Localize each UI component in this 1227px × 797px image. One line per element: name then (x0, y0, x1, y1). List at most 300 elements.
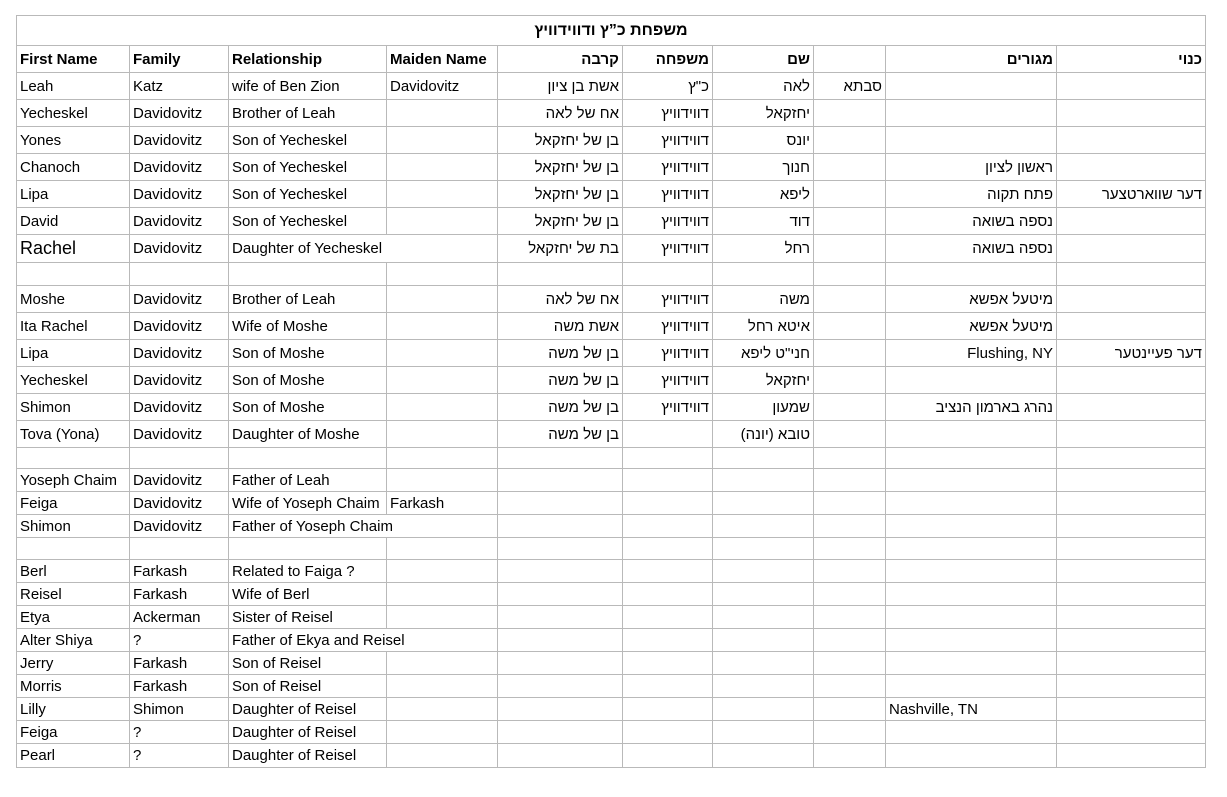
cell-first-name: Lipa (17, 181, 130, 207)
cell-family (130, 448, 229, 468)
cell-kirva (498, 698, 623, 720)
cell-shem (713, 469, 814, 491)
cell-maiden-name (387, 538, 498, 559)
cell-kinui (1057, 606, 1205, 628)
cell-kirva (498, 652, 623, 674)
table-row (17, 313, 1205, 340)
cell-kinui (1057, 721, 1205, 743)
cell-relationship: Son of Yecheskel (229, 154, 387, 180)
cell-kirva: בן של משה (498, 340, 623, 366)
cell-megurim (886, 629, 1057, 651)
cell-maiden-name (387, 698, 498, 720)
cell-kirva: בן של משה (498, 367, 623, 393)
cell-tag (814, 721, 886, 743)
header-row (17, 46, 1205, 73)
cell-relationship: wife of Ben Zion (229, 73, 387, 99)
cell-kirva: בן של משה (498, 394, 623, 420)
cell-megurim: נהרג בארמון הנציב (886, 394, 1057, 420)
header-cell-kirva: קרבה (498, 46, 623, 72)
cell-kinui (1057, 313, 1205, 339)
cell-shem (713, 629, 814, 651)
separator-row (17, 448, 1205, 469)
cell-relationship (229, 538, 387, 559)
cell-first-name: Feiga (17, 492, 130, 514)
header-cell-family: Family (130, 46, 229, 72)
header-cell-kinui: כנוי (1178, 50, 1202, 68)
cell-megurim: נספה בשואה (886, 235, 1057, 262)
cell-maiden-name (387, 340, 498, 366)
cell-shem (713, 560, 814, 582)
cell-megurim (886, 515, 1057, 537)
cell-kinui (1057, 583, 1205, 605)
cell-kinui (1057, 629, 1205, 651)
cell-kinui (1057, 367, 1205, 393)
cell-family: Davidovitz (130, 208, 229, 234)
cell-relationship: Wife of Berl (229, 583, 387, 605)
cell-shem: דוד (713, 208, 814, 234)
cell-maiden-name (387, 367, 498, 393)
cell-family: Farkash (130, 583, 229, 605)
cell-relationship: Son of Moshe (229, 367, 387, 393)
table-row (17, 181, 1205, 208)
cell-megurim (886, 73, 1057, 99)
cell-maiden-name (387, 606, 498, 628)
cell-family: Davidovitz (130, 154, 229, 180)
cell-first-name: Lilly (17, 698, 130, 720)
cell-megurim (886, 652, 1057, 674)
cell-relationship: Son of Moshe (229, 340, 387, 366)
cell-relationship: Son of Reisel (229, 675, 387, 697)
cell-tag (814, 652, 886, 674)
cell-maiden-name (387, 286, 498, 312)
cell-megurim (886, 100, 1057, 126)
cell-mishpacha: דווידוויץ (623, 235, 713, 262)
cell-mishpacha (623, 629, 713, 651)
cell-maiden-name (387, 560, 498, 582)
cell-family: Shimon (130, 698, 229, 720)
cell-mishpacha (623, 560, 713, 582)
cell-shem (713, 538, 814, 559)
cell-first-name: Reisel (17, 583, 130, 605)
table-row (17, 208, 1205, 235)
cell-shem (713, 263, 814, 285)
cell-kinui (1057, 560, 1205, 582)
cell-family: Farkash (130, 560, 229, 582)
cell-mishpacha (623, 538, 713, 559)
table-row (17, 100, 1205, 127)
cell-kirva (498, 448, 623, 468)
cell-relationship: Daughter of Reisel (229, 721, 387, 743)
cell-tag (814, 367, 886, 393)
cell-tag (814, 560, 886, 582)
cell-megurim: Nashville, TN (886, 698, 1057, 720)
cell-kirva: אח של לאה (498, 100, 623, 126)
cell-first-name (17, 263, 130, 285)
cell-kirva: בן של יחזקאל (498, 181, 623, 207)
cell-maiden-name (387, 181, 498, 207)
cell-kinui (1057, 652, 1205, 674)
cell-relationship: Son of Yecheskel (229, 208, 387, 234)
cell-family: Farkash (130, 652, 229, 674)
table-row (17, 154, 1205, 181)
table-title: משפחת כ”ץ ודווידוויץ (534, 21, 688, 39)
cell-kinui (1057, 492, 1205, 514)
cell-first-name: Leah (17, 73, 130, 99)
cell-kirva: אשת בן ציון (498, 73, 623, 99)
cell-megurim: ראשון לציון (886, 154, 1057, 180)
cell-maiden-name (387, 394, 498, 420)
table-row (17, 492, 1205, 515)
table-row (17, 721, 1205, 744)
cell-mishpacha: דווידוויץ (623, 340, 713, 366)
cell-shem (713, 492, 814, 514)
cell-tag (814, 448, 886, 468)
cell-relationship (229, 263, 387, 285)
cell-family: Davidovitz (130, 340, 229, 366)
cell-kirva: אשת משה (498, 313, 623, 339)
cell-kirva: בן של יחזקאל (498, 208, 623, 234)
cell-mishpacha: כ"ץ (623, 73, 713, 99)
cell-maiden-name (387, 154, 498, 180)
cell-family (130, 263, 229, 285)
cell-tag (814, 583, 886, 605)
cell-shem (713, 448, 814, 468)
cell-mishpacha: דווידוויץ (623, 181, 713, 207)
table-row (17, 583, 1205, 606)
cell-kinui (1057, 394, 1205, 420)
cell-mishpacha (623, 492, 713, 514)
cell-mishpacha (623, 652, 713, 674)
cell-first-name: Morris (17, 675, 130, 697)
cell-family: Davidovitz (130, 394, 229, 420)
table-row (17, 286, 1205, 313)
cell-family: Davidovitz (130, 492, 229, 514)
cell-mishpacha (623, 448, 713, 468)
cell-mishpacha: דווידוויץ (623, 154, 713, 180)
cell-mishpacha (623, 263, 713, 285)
cell-megurim (886, 538, 1057, 559)
cell-shem (713, 675, 814, 697)
header-cell-first-name: First Name (17, 46, 130, 72)
cell-maiden-name (387, 263, 498, 285)
table-row (17, 629, 1205, 652)
cell-first-name: Ita Rachel (17, 313, 130, 339)
cell-mishpacha (623, 469, 713, 491)
cell-family: Davidovitz (130, 367, 229, 393)
cell-family: Davidovitz (130, 515, 229, 537)
cell-shem (713, 515, 814, 537)
table-row (17, 698, 1205, 721)
cell-kirva (498, 263, 623, 285)
cell-kinui (1057, 675, 1205, 697)
cell-kirva (498, 560, 623, 582)
header-cell-tag (814, 46, 886, 72)
cell-mishpacha (623, 583, 713, 605)
cell-mishpacha (623, 698, 713, 720)
header-cell-relationship: Relationship (229, 46, 387, 72)
cell-first-name: Rachel (17, 235, 130, 262)
cell-kinui (1057, 515, 1205, 537)
cell-family: Farkash (130, 675, 229, 697)
cell-maiden-name (387, 448, 498, 468)
cell-relationship: Brother of Leah (229, 286, 387, 312)
table-row (17, 127, 1205, 154)
cell-maiden-name (387, 100, 498, 126)
header-cell-shem: שם (713, 46, 814, 72)
cell-shem: טובא (יונה) (713, 421, 814, 447)
cell-family: Davidovitz (130, 469, 229, 491)
cell-maiden-name (387, 583, 498, 605)
cell-shem: יחזקאל (713, 100, 814, 126)
cell-mishpacha (623, 721, 713, 743)
cell-relationship: Father of Leah (229, 469, 387, 491)
cell-maiden-name (387, 469, 498, 491)
table-row (17, 606, 1205, 629)
cell-tag (814, 313, 886, 339)
cell-kinui (1057, 73, 1205, 99)
cell-shem (713, 721, 814, 743)
table-row (17, 560, 1205, 583)
cell-shem: ליפא (713, 181, 814, 207)
cell-relationship: Daughter of Reisel (229, 698, 387, 720)
cell-relationship: Son of Reisel (229, 652, 387, 674)
cell-relationship: Sister of Reisel (229, 606, 387, 628)
cell-shem: חנוך (713, 154, 814, 180)
header-cell-mishpacha: משפחה (623, 46, 713, 72)
cell-mishpacha: דווידוויץ (623, 208, 713, 234)
cell-relationship (229, 448, 387, 468)
cell-shem (713, 744, 814, 767)
cell-mishpacha: דווידוויץ (623, 286, 713, 312)
cell-kirva: בן של יחזקאל (498, 127, 623, 153)
cell-kinui: דער פעיינטער (1114, 344, 1202, 362)
cell-megurim: נספה בשואה (886, 208, 1057, 234)
cell-maiden-name: Davidovitz (387, 73, 498, 99)
cell-family: Davidovitz (130, 421, 229, 447)
cell-kinui (1057, 744, 1205, 767)
cell-first-name: David (17, 208, 130, 234)
cell-kirva: אח של לאה (498, 286, 623, 312)
cell-kinui (1057, 448, 1205, 468)
cell-kirva (498, 721, 623, 743)
cell-kinui: דער שווארטצער (1101, 185, 1202, 203)
cell-kirva: בן של משה (498, 421, 623, 447)
title-row (17, 16, 1205, 46)
cell-relationship: Daughter of Reisel (229, 744, 387, 767)
cell-kirva (498, 606, 623, 628)
cell-relationship: Father of Yoseph Chaim (229, 515, 498, 537)
cell-mishpacha: דווידוויץ (623, 313, 713, 339)
cell-megurim (886, 583, 1057, 605)
cell-first-name: Yecheskel (17, 367, 130, 393)
cell-megurim (886, 721, 1057, 743)
table-row (17, 744, 1205, 767)
cell-kinui (1057, 469, 1205, 491)
cell-tag (814, 675, 886, 697)
cell-family: Ackerman (130, 606, 229, 628)
table-row (17, 367, 1205, 394)
cell-relationship: Son of Yecheskel (229, 181, 387, 207)
cell-tag (814, 127, 886, 153)
cell-tag: סבתא (814, 73, 886, 99)
cell-tag (814, 263, 886, 285)
cell-family: ? (130, 744, 229, 767)
cell-first-name: Alter Shiya (17, 629, 130, 651)
cell-maiden-name (387, 127, 498, 153)
cell-kirva (498, 469, 623, 491)
cell-first-name: Yecheskel (17, 100, 130, 126)
table-row (17, 394, 1205, 421)
cell-tag (814, 698, 886, 720)
cell-megurim: פתח תקוה (886, 181, 1057, 207)
cell-megurim (886, 675, 1057, 697)
cell-tag (814, 154, 886, 180)
cell-mishpacha (623, 675, 713, 697)
cell-kirva (498, 583, 623, 605)
cell-shem: חני"ט ליפא (713, 340, 814, 366)
cell-mishpacha: דווידוויץ (623, 367, 713, 393)
cell-relationship: Daughter of Yecheskel (229, 235, 498, 262)
cell-first-name: Moshe (17, 286, 130, 312)
table-row (17, 652, 1205, 675)
cell-maiden-name (387, 652, 498, 674)
separator-row (17, 263, 1205, 286)
cell-kirva (498, 492, 623, 514)
cell-megurim (886, 744, 1057, 767)
cell-relationship: Son of Moshe (229, 394, 387, 420)
cell-kinui (1057, 538, 1205, 559)
cell-first-name: Feiga (17, 721, 130, 743)
cell-maiden-name (387, 421, 498, 447)
cell-tag (814, 744, 886, 767)
cell-tag (814, 340, 886, 366)
cell-maiden-name (387, 721, 498, 743)
table-row (17, 73, 1205, 100)
cell-tag (814, 421, 886, 447)
cell-tag (814, 181, 886, 207)
cell-first-name: Yones (17, 127, 130, 153)
cell-kinui (1057, 208, 1205, 234)
cell-kinui (1057, 235, 1205, 262)
cell-mishpacha: דווידוויץ (623, 127, 713, 153)
cell-tag (814, 100, 886, 126)
cell-first-name: Tova (Yona) (17, 421, 130, 447)
cell-kirva (498, 675, 623, 697)
cell-kinui (1057, 154, 1205, 180)
cell-first-name: Shimon (17, 394, 130, 420)
cell-mishpacha (623, 744, 713, 767)
cell-megurim: מיטעל אפשא (886, 313, 1057, 339)
cell-first-name: Pearl (17, 744, 130, 767)
cell-kinui (1057, 127, 1205, 153)
cell-first-name: Chanoch (17, 154, 130, 180)
cell-kirva: בן של יחזקאל (498, 154, 623, 180)
cell-tag (814, 515, 886, 537)
cell-family: Davidovitz (130, 181, 229, 207)
cell-shem: רחל (713, 235, 814, 262)
cell-maiden-name: Farkash (387, 492, 498, 514)
cell-shem (713, 652, 814, 674)
cell-kirva: בת של יחזקאל (498, 235, 623, 262)
cell-mishpacha: דווידוויץ (623, 100, 713, 126)
cell-shem: איטא רחל (713, 313, 814, 339)
header-cell-megurim: מגורים (886, 46, 1057, 72)
cell-megurim (886, 448, 1057, 468)
cell-tag (814, 235, 886, 262)
cell-first-name: Shimon (17, 515, 130, 537)
cell-kinui (1057, 263, 1205, 285)
cell-shem: שמעון (713, 394, 814, 420)
cell-megurim (886, 606, 1057, 628)
cell-family: Davidovitz (130, 100, 229, 126)
cell-relationship: Wife of Moshe (229, 313, 387, 339)
cell-relationship: Related to Faiga ? (229, 560, 387, 582)
cell-megurim (886, 492, 1057, 514)
cell-maiden-name (387, 313, 498, 339)
cell-tag (814, 208, 886, 234)
cell-kirva (498, 744, 623, 767)
cell-family (130, 538, 229, 559)
cell-megurim (886, 127, 1057, 153)
cell-tag (814, 538, 886, 559)
cell-maiden-name (387, 744, 498, 767)
cell-family: Davidovitz (130, 286, 229, 312)
cell-tag (814, 394, 886, 420)
cell-relationship: Brother of Leah (229, 100, 387, 126)
cell-megurim (886, 469, 1057, 491)
cell-megurim (886, 263, 1057, 285)
cell-megurim: Flushing, NY (886, 340, 1057, 366)
cell-megurim (886, 421, 1057, 447)
cell-family: Davidovitz (130, 127, 229, 153)
cell-maiden-name (387, 208, 498, 234)
cell-tag (814, 492, 886, 514)
header-cell-maiden-name: Maiden Name (387, 46, 498, 72)
cell-family: ? (130, 629, 229, 651)
cell-shem: יחזקאל (713, 367, 814, 393)
cell-megurim (886, 560, 1057, 582)
cell-mishpacha (623, 421, 713, 447)
table-row (17, 340, 1205, 367)
cell-kirva (498, 629, 623, 651)
cell-relationship: Wife of Yoseph Chaim (229, 492, 387, 514)
cell-kinui (1057, 100, 1205, 126)
cell-first-name: Etya (17, 606, 130, 628)
cell-shem (713, 583, 814, 605)
cell-kinui (1057, 421, 1205, 447)
table-row (17, 675, 1205, 698)
cell-megurim: מיטעל אפשא (886, 286, 1057, 312)
family-table (16, 15, 1206, 768)
cell-shem: יונס (713, 127, 814, 153)
cell-mishpacha (623, 515, 713, 537)
cell-shem: לאה (713, 73, 814, 99)
table-row (17, 235, 1205, 263)
cell-relationship: Son of Yecheskel (229, 127, 387, 153)
cell-kinui (1057, 286, 1205, 312)
table-row (17, 469, 1205, 492)
cell-family: ? (130, 721, 229, 743)
cell-tag (814, 469, 886, 491)
cell-kinui (1057, 698, 1205, 720)
cell-family: Katz (130, 73, 229, 99)
cell-megurim (886, 367, 1057, 393)
cell-relationship: Father of Ekya and Reisel (229, 629, 498, 651)
cell-relationship: Daughter of Moshe (229, 421, 387, 447)
separator-row (17, 538, 1205, 560)
cell-first-name (17, 448, 130, 468)
cell-first-name: Jerry (17, 652, 130, 674)
